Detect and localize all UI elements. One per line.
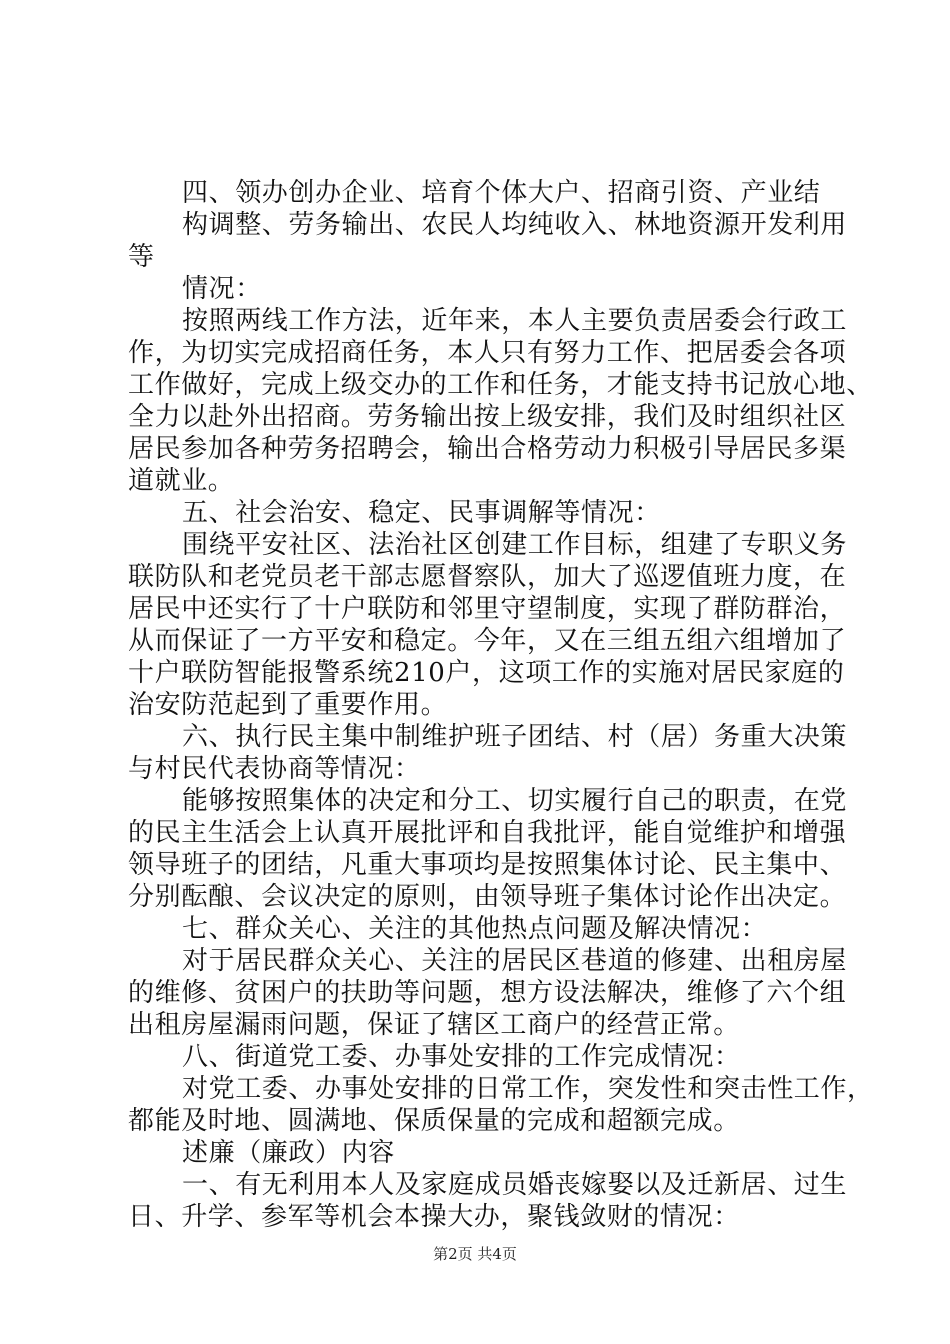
text-line: 能够按照集体的决定和分工、切实履行自己的职责，在党 bbox=[182, 786, 848, 816]
page-footer: 第2页 共4页 bbox=[433, 1245, 517, 1263]
section-heading: 七、群众关心、关注的其他热点问题及解决情况： bbox=[182, 914, 768, 944]
text-line: 十户联防智能报警系统210户，这项工作的实施对居民家庭的 bbox=[128, 658, 845, 688]
text-line: 工作做好，完成上级交办的工作和任务，才能支持书记放心地、 bbox=[128, 370, 873, 400]
text-line: 构调整、劳务输出、农民人均纯收入、林地资源开发利用 bbox=[182, 210, 848, 240]
section-heading: 六、执行民主集中制维护班子团结、村（居）务重大决策 bbox=[182, 722, 848, 752]
section-heading: 述廉（廉政）内容 bbox=[182, 1138, 395, 1168]
text-line: 从而保证了一方平安和稳定。今年，又在三组五组六组增加了 bbox=[128, 626, 847, 656]
text-line: 领导班子的团结，凡重大事项均是按照集体讨论、民主集中、 bbox=[128, 850, 847, 880]
text-line: 与村民代表协商等情况： bbox=[128, 754, 421, 784]
text-line: 情况： bbox=[182, 274, 262, 304]
section-heading: 五、社会治安、稳定、民事调解等情况： bbox=[182, 498, 661, 528]
text-line: 对党工委、办事处安排的日常工作，突发性和突击性工作， bbox=[182, 1074, 874, 1104]
text-line: 道就业。 bbox=[128, 466, 235, 496]
text-line: 围绕平安社区、法治社区创建工作目标，组建了专职义务 bbox=[182, 530, 848, 560]
text-line: 按照两线工作方法，近年来，本人主要负责居委会行政工 bbox=[182, 306, 848, 336]
section-heading: 八、街道党工委、办事处安排的工作完成情况： bbox=[182, 1042, 741, 1072]
text-line: 分别酝酿、会议决定的原则，由领导班子集体讨论作出决定。 bbox=[128, 882, 847, 912]
text-line: 居民参加各种劳务招聘会，输出合格劳动力积极引导居民多渠 bbox=[128, 434, 847, 464]
text-line: 联防队和老党员老干部志愿督察队，加大了巡逻值班力度，在 bbox=[128, 562, 847, 592]
text-line: 的维修、贫困户的扶助等问题，想方设法解决，维修了六个组 bbox=[128, 978, 847, 1008]
text-line: 日、升学、参军等机会本操大办，聚钱敛财的情况： bbox=[128, 1202, 740, 1232]
text-line: 都能及时地、圆满地、保质保量的完成和超额完成。 bbox=[128, 1106, 740, 1136]
text-line: 等 bbox=[128, 242, 155, 272]
text-line: 对于居民群众关心、关注的居民区巷道的修建、出租房屋 bbox=[182, 946, 848, 976]
text-line: 的民主生活会上认真开展批评和自我批评，能自觉维护和增强 bbox=[128, 818, 847, 848]
text-line: 治安防范起到了重要作用。 bbox=[128, 690, 448, 720]
text-line: 作，为切实完成招商任务，本人只有努力工作、把居委会各项 bbox=[128, 338, 847, 368]
text-line: 四、领办创办企业、培育个体大户、招商引资、产业结 bbox=[182, 178, 821, 208]
text-line: 出租房屋漏雨问题，保证了辖区工商户的经营正常。 bbox=[128, 1010, 740, 1040]
text-line: 居民中还实行了十户联防和邻里守望制度，实现了群防群治， bbox=[128, 594, 847, 624]
text-line: 一、有无利用本人及家庭成员婚丧嫁娶以及迁新居、过生 bbox=[182, 1170, 848, 1200]
text-line: 全力以赴外出招商。劳务输出按上级安排，我们及时组织社区 bbox=[128, 402, 847, 432]
